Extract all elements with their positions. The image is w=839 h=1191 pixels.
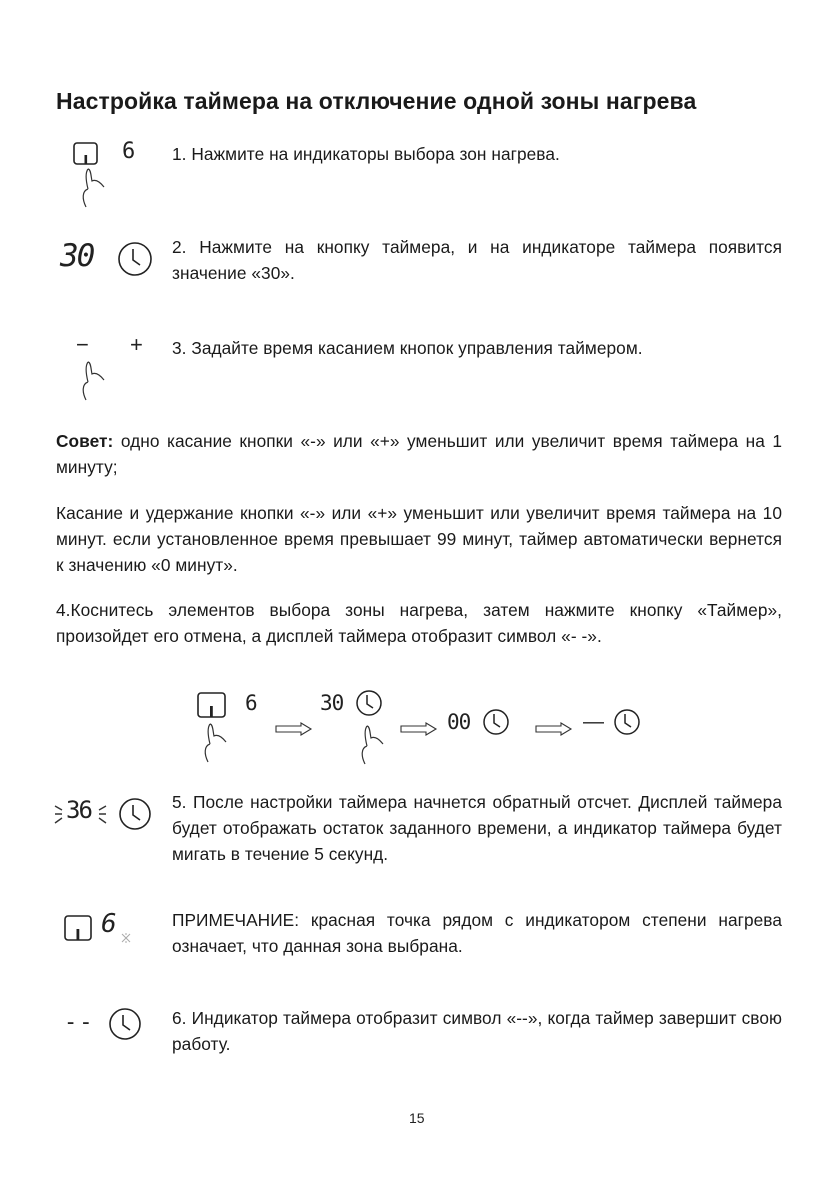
note-text: ПРИМЕЧАНИЕ: красная точка рядом с индикатором степени нагрева означает, что данная зона выбрана. bbox=[172, 910, 782, 956]
tip-label: Совет: bbox=[56, 431, 114, 451]
timer-finished-illustration bbox=[64, 1007, 154, 1043]
timer-illustration bbox=[60, 240, 155, 280]
step-5-text: 5. После настройки таймера начнется обратный отсчет. Дисплей таймера будет отображать остаток заданного времени, а индикатор таймера будет мигать в течение 5 секунд. bbox=[172, 792, 782, 864]
minus-button-icon: − bbox=[76, 332, 89, 357]
tip-paragraph bbox=[56, 428, 782, 480]
page-number: 15 bbox=[409, 1110, 425, 1126]
timer-display: 30 bbox=[60, 238, 94, 274]
clock-icon bbox=[118, 797, 154, 833]
sequence-timer-display: 30 bbox=[320, 691, 344, 715]
power-level-display: 6 bbox=[101, 909, 117, 939]
clock-icon bbox=[117, 241, 153, 277]
clock-icon bbox=[613, 708, 645, 740]
finished-display: -- bbox=[64, 1010, 95, 1035]
hand-pointer-icon bbox=[353, 724, 393, 769]
plus-button-icon: + bbox=[130, 332, 143, 357]
hold-paragraph: Касание и удержание кнопки «-» или «+» уменьшит или увеличит время таймера на 10 минут. если установленное время превышает 99 минут, таймер автоматически вернется к значению «0 минут». bbox=[56, 503, 782, 575]
power-level-display: 6 bbox=[122, 139, 136, 164]
step-3-text: 3. Задайте время касанием кнопок управления таймером. bbox=[172, 338, 643, 358]
clock-icon bbox=[108, 1007, 144, 1043]
zone-select-illustration bbox=[72, 139, 136, 210]
selected-zone-illustration bbox=[63, 910, 153, 946]
countdown-illustration bbox=[54, 797, 154, 833]
blink-marks-right-icon bbox=[98, 801, 110, 827]
cancel-sequence-illustration bbox=[195, 688, 655, 778]
arrow-right-icon bbox=[275, 722, 313, 736]
zone-indicator-icon bbox=[63, 914, 95, 944]
step-6-text: 6. Индикатор таймера отобразит символ «--», когда таймер завершит свою работу. bbox=[172, 1008, 782, 1054]
page-title: Настройка таймера на отключение одной зоны нагрева bbox=[56, 88, 697, 114]
hand-pointer-icon bbox=[72, 167, 112, 212]
step-2-text: 2. Нажмите на кнопку таймера, и на индикаторе таймера появится значение «30». bbox=[172, 237, 782, 283]
hand-pointer-icon bbox=[72, 360, 112, 405]
countdown-display: 36 bbox=[66, 796, 91, 824]
zone-indicator-icon bbox=[195, 688, 235, 768]
clock-icon bbox=[482, 708, 514, 740]
sequence-zone-display: 6 bbox=[245, 691, 258, 715]
sequence-zero-display: 00 bbox=[447, 710, 471, 734]
blink-marks-left-icon bbox=[54, 801, 66, 827]
tip-text: одно касание кнопки «-» или «+» уменьшит или увеличит время таймера на 1 минуту; bbox=[56, 431, 782, 477]
red-dot-icon bbox=[120, 932, 132, 944]
arrow-right-icon bbox=[535, 722, 573, 736]
sequence-dash-display: — bbox=[583, 710, 604, 733]
step-4-text: 4.Коснитесь элементов выбора зоны нагрева, затем нажмите кнопку «Таймер», произойдет его отмена, а дисплей таймера отобразит символ «- -». bbox=[56, 600, 782, 646]
arrow-right-icon bbox=[400, 722, 438, 736]
step-1-text: 1. Нажмите на индикаторы выбора зон нагрева. bbox=[172, 144, 560, 164]
plus-minus-illustration bbox=[72, 332, 162, 407]
